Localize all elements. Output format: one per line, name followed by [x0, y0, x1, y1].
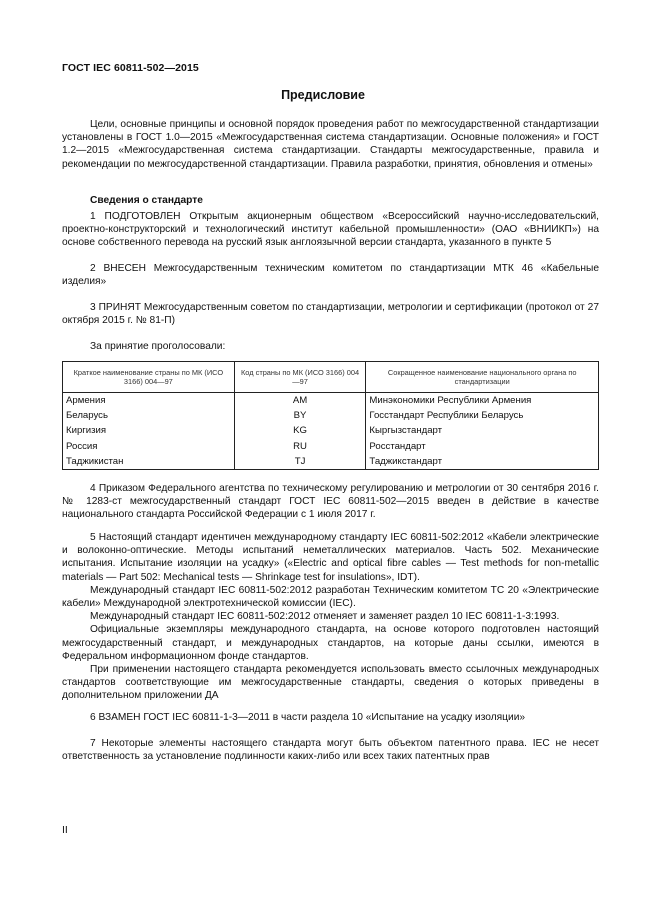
country-cell: Беларусь — [63, 408, 235, 423]
body-cell: Таджикстандарт — [366, 454, 599, 470]
item-5-paragraph-4: Официальные экземпляры международного стандарта, на основе которого подготовлен настоящий межгосударственный стандарт, и международных стандартов, на которые даны ссылки, имеются в Федеральном информационном фонде стандартов. — [62, 624, 599, 662]
item-2 — [62, 262, 599, 288]
body-cell: Кыргызстандарт — [366, 423, 599, 438]
code-cell: TJ — [234, 454, 366, 470]
item-1 — [62, 210, 599, 250]
table-row — [63, 423, 599, 438]
vote-intro — [62, 340, 599, 353]
body-cell: Минэкономики Республики Армения — [366, 393, 599, 409]
code-cell: BY — [234, 408, 366, 423]
item-5-paragraph-2: Международный стандарт IEC 60811-502:2012 разработан Техническим комитетом ТС 20 «Электрические кабели» Международной электротехнической комиссии (IEC). — [62, 584, 599, 610]
voting-table — [62, 361, 599, 470]
intro-paragraph — [62, 118, 599, 171]
item-3 — [62, 301, 599, 327]
item-5-paragraph-5: При применении настоящего стандарта рекомендуется использовать вместо ссылочных международных стандартов соответствующие им межгосударственные стандарты, сведения о которых приведены в дополнительном приложении ДА — [62, 664, 599, 702]
item-2-text: 2 ВНЕСЕН Межгосударственным техническим комитетом по стандартизации МТК 46 «Кабельные изделия» — [62, 263, 599, 288]
table-row — [63, 454, 599, 470]
code-cell: AM — [234, 393, 366, 409]
item-5-paragraph-3: Международный стандарт IEC 60811-502:2012 отменяет и заменяет раздел 10 IEC 60811-1-3:1993. — [90, 611, 560, 623]
item-4-text: 4 Приказом Федерального агентства по техническому регулированию и метрологии от 30 сентября 2016 г. № 1283-ст межгосударственный стандарт ГОСТ IEC 60811-502—2015 введен в действие в качестве национального стандарта Российской Федерации с 1 июля 2017 г. — [62, 483, 599, 521]
table-header-row — [63, 362, 599, 393]
column-header-body: Сокращенное наименование национального органа по стандартизации — [366, 362, 599, 393]
country-cell: Россия — [63, 439, 235, 454]
vote-intro-text: За принятие проголосовали: — [90, 341, 226, 352]
column-header-country: Краткое наименование страны по МК (ИСО 3166) 004—97 — [63, 362, 235, 393]
country-cell: Киргизия — [63, 423, 235, 438]
table-row — [63, 393, 599, 409]
item-3-text: 3 ПРИНЯТ Межгосударственным советом по стандартизации, метрологии и сертификации (протокол от 27 октября 2015 г. № 81-П) — [62, 302, 599, 327]
item-5-text: 5 Настоящий стандарт идентичен международному стандарту IEC 60811-502:2012 «Кабели электрические и волоконно-оптические. Методы испытаний неметаллических материалов. Часть 502. Механические испытания. Испытание изоляции на усадку» («Electric and optical fibre cables — Test methods for non-metallic materials — Part 502: Mechanical tests — Shrinkage test for insulations», IDT). — [62, 532, 599, 583]
item-1-text: 1 ПОДГОТОВЛЕН Открытым акционерным обществом «Всероссийский научно-исследовательский, проектно-конструкторский и технологический институт кабельной промышленности» (ОАО «ВНИИКП») на основе собственного перевода на русский язык англоязычной версии стандарта, указанного в пункте 5 — [62, 211, 599, 249]
country-cell: Таджикистан — [63, 454, 235, 470]
item-7-text: 7 Некоторые элементы настоящего стандарта могут быть объектом патентного права. IEC не несет ответственность за установление подлинности каких-либо или всех таких патентных прав — [62, 738, 599, 763]
country-cell: Армения — [63, 393, 235, 409]
item-6-text: 6 ВЗАМЕН ГОСТ IEC 60811-1-3—2011 в части раздела 10 «Испытание на усадку изоляции» — [90, 712, 526, 723]
table-row — [63, 408, 599, 423]
body-cell: Госстандарт Республики Беларусь — [366, 408, 599, 423]
item-6 — [62, 711, 599, 724]
document-header: ГОСТ IEC 60811-502—2015 — [62, 62, 199, 74]
body-cell: Росстандарт — [366, 439, 599, 454]
column-header-code: Код страны по МК (ИСО 3166) 004—97 — [234, 362, 366, 393]
item-4 — [62, 482, 599, 522]
page-title: Предисловие — [281, 88, 365, 102]
intro-text: Цели, основные принципы и основной порядок проведения работ по межгосударственной стандартизации установлены в ГОСТ 1.0—2015 «Межгосударственная система стандартизации. Основные положения» и ГОСТ 1.2—2015 «Межгосударственная система стандартизации. Стандарты межгосударственные, правила и рекомендации по межгосударственной стандартизации. Правила разработки, принятия, обновления и отмены» — [62, 119, 599, 170]
section-heading: Сведения о стандарте — [90, 195, 203, 206]
table-row — [63, 439, 599, 454]
item-7 — [62, 737, 599, 763]
code-cell: KG — [234, 423, 366, 438]
page-number: II — [62, 824, 68, 836]
code-cell: RU — [234, 439, 366, 454]
item-5 — [62, 531, 599, 703]
section-heading-block — [62, 194, 599, 207]
